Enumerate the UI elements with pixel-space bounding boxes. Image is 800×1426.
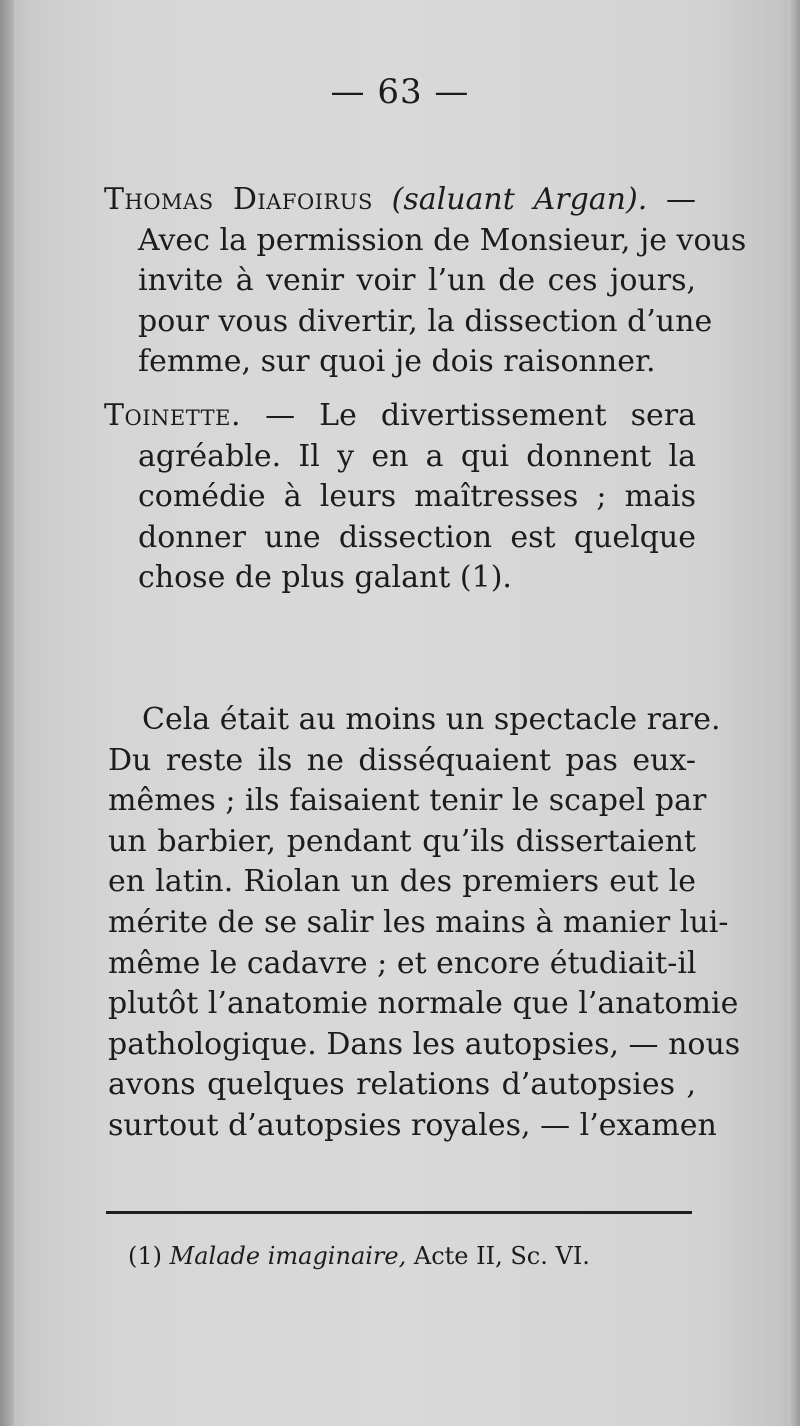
speech-line: invite à venir voir l’un de ces jours, — [138, 263, 696, 298]
speech-line: agréable. Il y en a qui donnent la — [138, 438, 696, 474]
paragraph-line: Cela était au moins un spectacle rare. — [142, 702, 721, 737]
paragraph-line: un barbier, pendant qu’ils dissertaient — [108, 823, 696, 859]
paragraph-line: mérite de se salir les mains à manier lui- — [108, 904, 729, 940]
speech-first-line — [104, 396, 696, 437]
speaker-name: Toinette. — [104, 398, 241, 433]
speech-first-line — [104, 180, 696, 221]
speech-line: comédie à leurs maîtresses ; mais — [138, 479, 696, 514]
footnote-title: Malade imaginaire, — [169, 1242, 407, 1270]
paragraph-line: surtout d’autopsies royales, — l’examen — [108, 1107, 717, 1143]
speech-toinette — [104, 396, 696, 599]
speaker-name: Thomas Diafoirus — [104, 182, 373, 217]
paragraph-line: en latin. Riolan un des premiers eut le — [108, 864, 696, 900]
footnote-divider — [106, 1211, 692, 1214]
paragraph-line: plutôt l’anatomie normale que l’anatomie — [108, 986, 739, 1022]
paragraph-line: même le cadavre ; et encore étudiait-il — [108, 945, 697, 981]
speech-first-line-text: — Le divertissement sera — [241, 398, 696, 433]
speech-dash: — — [647, 182, 697, 217]
paragraph-line: avons quelques relations d’autopsies , — [108, 1067, 696, 1103]
footnote — [128, 1240, 688, 1272]
footnote-marker: (1) — [128, 1242, 162, 1270]
body-paragraph — [108, 700, 741, 1147]
page-right-shadow — [788, 0, 800, 1426]
speech-line: chose de plus galant (1). — [138, 560, 512, 595]
speech-line: femme, sur quoi je dois raisonner. — [138, 344, 656, 379]
paragraph-line: pathologique. Dans les autopsies, — nous — [108, 1026, 741, 1062]
speech-line: Avec la permission de Monsieur, je vous — [138, 222, 747, 258]
speech-line: donner une dissection est quelque — [138, 519, 696, 555]
page-number: — 63 — — [330, 72, 470, 112]
paragraph-line: Du reste ils ne disséquaient pas eux- — [108, 742, 696, 778]
speech-thomas-diafoirus — [104, 180, 747, 383]
footnote-reference: Acte II, Sc. VI. — [413, 1242, 590, 1270]
stage-direction: (saluant Argan). — [391, 182, 648, 217]
page-left-shadow — [0, 0, 14, 1426]
speech-line: pour vous divertir, la dissection d’une — [138, 303, 713, 339]
paragraph-line: mêmes ; ils faisaient tenir le scapel par — [108, 783, 707, 819]
